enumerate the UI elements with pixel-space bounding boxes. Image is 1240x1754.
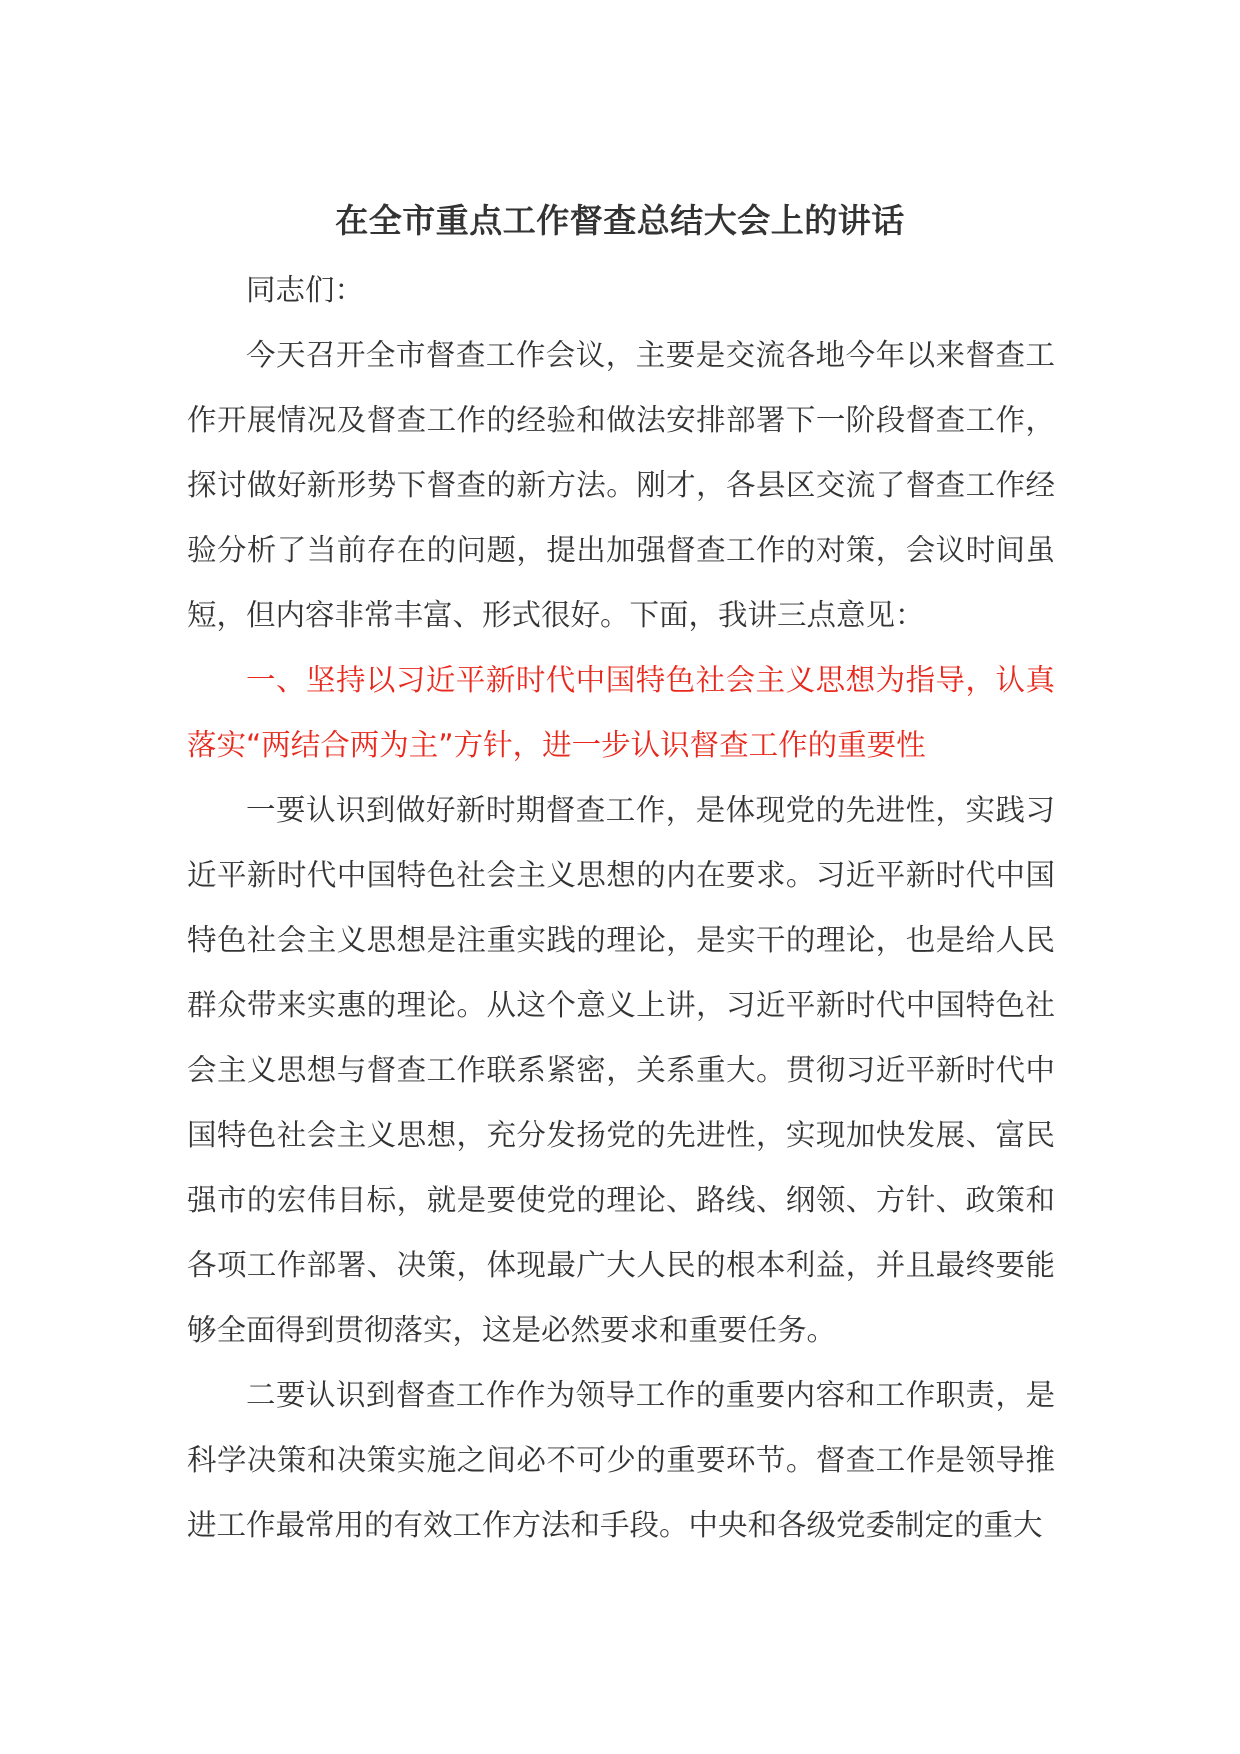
body-paragraph-2: 二要认识到督查工作作为领导工作的重要内容和工作职责，是科学决策和决策实施之间必不可少的重要环节。督查工作是领导推进工作最常用的有效工作方法和手段。中央和各级党委制定的重大: [187, 1378, 1055, 1542]
body-paragraph-1: 一要认识到做好新时期督查工作，是体现党的先进性，实践习近平新时代中国特色社会主义思想的内在要求。习近平新时代中国特色社会主义思想是注重实践的理论，是实干的理论，也是给人民群众带来实惠的理论。从这个意义上讲，习近平新时代中国特色社会主义思想与督查工作联系紧密，关系重大。贯彻习近平新时代中国特色社会主义思想，充分发扬党的先进性，实现加快发展、富民强市的宏伟目标，就是要使党的理论、路线、纲领、方针、政策和各项工作部署、决策，体现最广大人民的根本利益，并且最终要能够全面得到贯彻落实，这是必然要求和重要任务。: [187, 793, 1055, 1347]
section-heading-1: 一、坚持以习近平新时代中国特色社会主义思想为指导，认真落实“两结合两为主”方针，进一步认识督查工作的重要性: [187, 663, 1055, 762]
intro-paragraph: 今天召开全市督查工作会议，主要是交流各地今年以来督查工作开展情况及督查工作的经验和做法安排部署下一阶段督查工作，探讨做好新形势下督查的新方法。刚才，各县区交流了督查工作经验分析了当前存在的问题，提出加强督查工作的对策，会议时间虽短，但内容非常丰富、形式很好。下面，我讲三点意见：: [187, 338, 1055, 632]
document-body: [187, 258, 1055, 1558]
salutation: 同志们：: [246, 273, 365, 307]
document-title: 在全市重点工作督查总结大会上的讲话: [335, 201, 905, 240]
